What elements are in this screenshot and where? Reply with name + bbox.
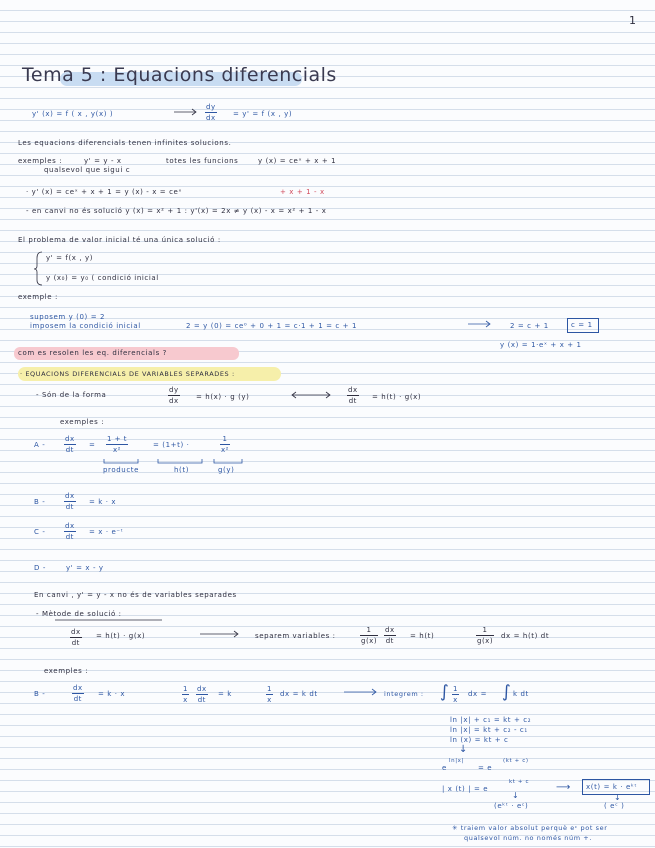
example-a-eq2: = (1+t) ·: [153, 441, 190, 449]
metode-separem: separem variables :: [255, 632, 336, 640]
ivp-line2: y (x₀) = y₀ ( condició inicial: [46, 274, 159, 282]
integral-rhs: k dt: [513, 690, 529, 698]
arrow-exemple-head: [486, 321, 490, 327]
result-box-text: x(t) = k · eᵏᵗ: [586, 783, 638, 791]
metode-frac1-den: dt: [71, 639, 80, 647]
exemples2-step2-frac2: [196, 685, 208, 704]
example-b-num: dx: [65, 492, 75, 500]
metode-frac4: [476, 626, 494, 645]
exemple-imposem: imposem la condició inicial: [30, 322, 141, 330]
example-a-f2-num: 1 + t: [107, 435, 128, 443]
arrow-def-head: [192, 109, 196, 115]
example-d-label: D -: [34, 564, 46, 572]
down-arrow-icon: ↓: [459, 744, 468, 755]
example-b-den: dt: [65, 503, 74, 511]
example-a-label: A -: [34, 441, 46, 449]
page-number: 1: [629, 14, 637, 27]
form-den: dx: [169, 397, 179, 405]
example-a-frac2: [106, 435, 128, 454]
examples-sublabel: qualsevol que sigui c: [44, 166, 131, 174]
example-totes: totes les funcions: [166, 157, 239, 165]
form-fraction: [168, 386, 180, 405]
exemples2-step2-den: x: [183, 696, 188, 704]
ln-line-1: ln |x| + c₁ = kt + c₂: [450, 716, 532, 724]
exemples2-b-rhs: = k · x: [98, 690, 126, 698]
example-a-ht: h(t): [174, 466, 190, 474]
exemple-solution: y (x) = 1·eˣ + x + 1: [500, 341, 582, 349]
integral-frac: [452, 685, 459, 704]
metode-frac4-den: g(x): [477, 637, 494, 645]
def-frac-den: dx: [206, 114, 216, 122]
def-rhs: = y' = f (x , y): [233, 110, 293, 118]
exemples2-step3: dx = k dt: [280, 690, 318, 698]
exemples2-step2-frac1: [182, 685, 189, 704]
exemple-boxed: [567, 318, 599, 333]
example-a-frac3: [220, 435, 230, 454]
example-c-den: dt: [65, 533, 74, 541]
metode-frac2-num: 1: [366, 626, 372, 634]
exemples2-step3-num: 1: [267, 685, 272, 693]
form-intro: - Són de la forma: [36, 391, 107, 399]
integral-lhs: dx =: [468, 690, 488, 698]
integral-sign-2: ∫: [502, 682, 512, 702]
example-c-num: dx: [65, 522, 75, 530]
exemples2-step2-rhs: = k: [218, 690, 232, 698]
metode-eq2: = h(t): [410, 632, 435, 640]
example-a-gy: g(y): [218, 466, 235, 474]
example-b-label: B -: [34, 498, 46, 506]
example-c-frac: [64, 522, 76, 541]
exemples2-step2-bden: dt: [197, 696, 206, 704]
exp-line-rhs: = e: [478, 764, 493, 772]
exemple-boxed-text: c = 1: [571, 321, 593, 329]
ln-line-3: ln (x) = kt + c: [450, 736, 509, 744]
check-line-a: · y' (x) = ceˣ + x + 1 = y (x) - x = ceˣ: [26, 188, 183, 196]
arrow-right-icon: ⟶: [556, 782, 571, 793]
brace-ht: [158, 459, 202, 463]
example-c-rhs: = x · e⁻ᵗ: [89, 528, 124, 536]
arrow-metode-head: [234, 631, 238, 637]
note-line-1: ✳ traiem valor absolut perquè eᶜ pot ser: [452, 824, 608, 832]
encanvi-text: En canvi , y' = y - x no és de variables separades: [34, 591, 237, 599]
example-b-rhs: = k · x: [89, 498, 117, 506]
brace-gy: [214, 459, 242, 463]
exemple-result: 2 = c + 1: [510, 322, 549, 330]
metode-frac2: [360, 626, 378, 645]
note-line-2: qualsevol núm. no només núm +.: [464, 834, 593, 842]
metode-frac3: [384, 626, 396, 645]
metode-title: - Mètode de solució :: [36, 610, 122, 618]
form2-den: dt: [348, 397, 357, 405]
examples2-label: exemples :: [60, 418, 105, 426]
example-a-producte: producte: [103, 466, 140, 474]
form-num: dy: [169, 386, 179, 394]
metode-eq3: dx = h(t) dt: [501, 632, 550, 640]
down-arrow-3-icon: ↓: [614, 793, 622, 802]
exemples2-step2-bnum: dx: [197, 685, 207, 693]
exemple-label: exemple :: [18, 293, 58, 301]
page-title: Tema 5 : Equacions diferencials: [22, 64, 337, 86]
example-a-eq1: =: [89, 441, 96, 449]
examples-label: exemples :: [18, 157, 63, 165]
exemple-chain: 2 = y (0) = ce⁰ + 0 + 1 = c·1 + 1 = c + 1: [186, 322, 358, 330]
example-d-rhs: y' = x - y: [66, 564, 104, 572]
exemples2-label: exemples :: [44, 667, 89, 675]
question-text: com es resolen les eq. diferencials ?: [18, 349, 167, 357]
metode-frac1: [70, 628, 82, 647]
def-frac-num: dy: [206, 103, 216, 111]
integral-frac-den: x: [453, 696, 458, 704]
def-lhs: y' (x) = f ( x , y(x) ): [32, 110, 114, 118]
exemples2-step2-num: 1: [183, 685, 188, 693]
example-a-f3-den: x²: [221, 446, 229, 454]
exemples2-step3-den: x: [267, 696, 272, 704]
form2-num: dx: [348, 386, 358, 394]
ivp-brace: [34, 252, 42, 285]
arrow-form-head-r: [326, 392, 330, 398]
exp-line-rhs-sup: (kt + c): [503, 758, 529, 764]
exemples2-b-den: dt: [73, 695, 82, 703]
exp-line-lhs-sup: ln|x|: [449, 758, 464, 764]
brace-producte: [104, 459, 138, 463]
example-a-num: dx: [65, 435, 75, 443]
exemple-suposem: suposem y (0) = 2: [30, 313, 106, 321]
example-a-frac: [64, 435, 76, 454]
decomp-line: (eᵏᵗ · eᶜ): [494, 802, 529, 810]
exp-line-lhs: e: [442, 764, 447, 772]
form2-fraction: [347, 386, 359, 405]
exemples2-b-num: dx: [73, 684, 83, 692]
def-fraction: [205, 103, 217, 122]
down-arrow-2-icon: ↓: [512, 791, 520, 800]
section-title: · EQUACIONS DIFERENCIALS DE VARIABLES SEPARADES :: [20, 370, 235, 378]
example-b-frac: [64, 492, 76, 511]
metode-frac1-num: dx: [71, 628, 81, 636]
example-eq: y' = y - x: [84, 157, 122, 165]
integral-frac-num: 1: [453, 685, 458, 693]
metode-frac4-num: 1: [482, 626, 488, 634]
form2-rhs: = h(t) · g(x): [372, 393, 422, 401]
example-a-f3-num: 1: [222, 435, 228, 443]
check-line-b: - en canvi no és solució y (x) = x² + 1 : y'(x) = 2x ≠ y (x) - x = x² + 1 - x: [26, 207, 327, 215]
arrow-integrem-head: [372, 689, 376, 695]
ce-line: ( eᶜ ): [604, 802, 625, 810]
ivp-line1: y' = f(x , y): [46, 254, 94, 262]
arrow-form-head-l: [292, 392, 296, 398]
exemples2-step3-frac: [266, 685, 273, 704]
exemples2-b-frac: [72, 684, 84, 703]
abs-line: | x (t) | = e: [442, 785, 489, 793]
exemples2-b-label: B -: [34, 690, 46, 698]
integrem-label: integrem :: [384, 690, 424, 698]
metode-frac3-den: dt: [385, 637, 394, 645]
ln-line-2: ln |x| = kt + c₂ - c₁: [450, 726, 528, 734]
metode-rhs1: = h(t) · g(x): [96, 632, 146, 640]
integral-sign-1: ∫: [440, 682, 450, 702]
example-c-label: C -: [34, 528, 46, 536]
ivp-intro: El problema de valor inicial té una única solució :: [18, 236, 221, 244]
intro-text: Les equacions diferencials tenen infinites solucions.: [18, 139, 232, 147]
metode-frac3-num: dx: [385, 626, 395, 634]
form-rhs: = h(x) · g (y): [196, 393, 250, 401]
example-func: y (x) = ceˣ + x + 1: [258, 157, 337, 165]
check-line-a-red: + x + 1 - x: [280, 188, 325, 196]
example-a-den: dt: [65, 446, 74, 454]
metode-frac2-den: g(x): [361, 637, 378, 645]
example-a-f2-den: x²: [113, 446, 121, 454]
abs-line-sup: kt + c: [509, 779, 530, 785]
